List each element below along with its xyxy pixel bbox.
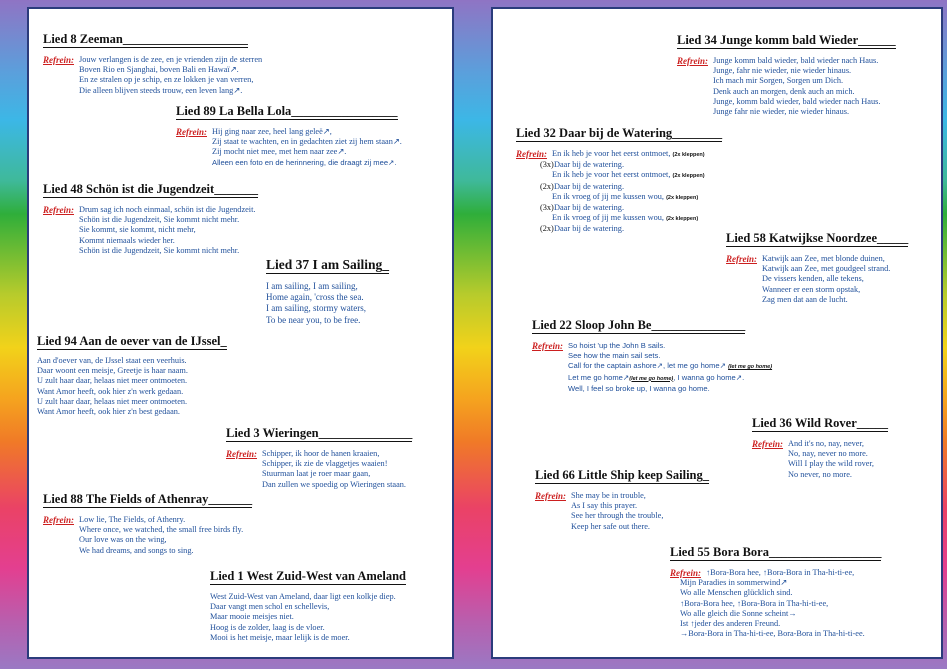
song-title: Lied 55 Bora Bora__________________ bbox=[670, 545, 882, 559]
lyric-line: Dan zullen we spoedig op Wieringen staan. bbox=[262, 479, 406, 489]
song-lied-58 bbox=[726, 229, 908, 305]
lyric-line: Let me go home↗(let me go home), I wanna go home↗. bbox=[568, 372, 745, 382]
repeat-marker: (2x) bbox=[540, 224, 554, 234]
lyric-line: Ist ↑jeder des anderen Freund. bbox=[680, 619, 781, 629]
refrain-label: Refrein: bbox=[532, 341, 563, 351]
lyric-line: Junge komm bald wieder, bald wieder nach Haus. bbox=[713, 56, 879, 65]
refrain-label: Refrein: bbox=[176, 127, 207, 137]
song-title: Lied 37 I am Sailing_ bbox=[266, 257, 390, 272]
song-lied-1 bbox=[210, 567, 410, 643]
clap-note: (2x kleppen) bbox=[666, 194, 699, 201]
song-title: Lied 66 Little Ship keep Sailing_ bbox=[535, 468, 709, 482]
refrain-label: Refrein: bbox=[226, 449, 257, 459]
song-lied-32 bbox=[516, 124, 722, 235]
song-title: Lied 22 Sloop John Be_______________ bbox=[532, 318, 746, 332]
refrain-label: Refrein: bbox=[670, 568, 701, 578]
clap-note: (2x kleppen) bbox=[666, 216, 699, 223]
lyric-line: Keep her safe out there. bbox=[571, 521, 651, 531]
lyric-line: Junge, komm bald wieder, bald wieder nach Haus. bbox=[713, 96, 881, 106]
lyric-line: See how the main sail sets. bbox=[568, 351, 661, 361]
refrain-label: Refrein: bbox=[43, 515, 74, 525]
lyric-line: Where once, we watched, the small free birds fly. bbox=[79, 525, 244, 535]
clap-note: (2x kleppen) bbox=[672, 152, 705, 158]
song-lied-66 bbox=[535, 466, 709, 532]
song-title: Lied 3 Wieringen_______________ bbox=[226, 426, 413, 440]
lyric-line: →Bora-Bora in Tha-hi-ti-ee, Bora-Bora in Tha-hi-ti-ee. bbox=[680, 629, 865, 639]
refrain-label: Refrein: bbox=[535, 491, 566, 501]
lyric-line: We had dreams, and songs to sing. bbox=[79, 545, 194, 555]
lyric-line: (2x)Daar bij de watering. bbox=[540, 224, 625, 234]
lyric-line: U zult haar daar, helaas niet meer ontmoeten. bbox=[37, 376, 188, 386]
lyric-line: Schipper, ik hoor de hanen kraaien, bbox=[262, 449, 380, 458]
song-title: Lied 94 Aan de oever van de IJssel_ bbox=[37, 334, 227, 348]
lyric-line: See her through the trouble, bbox=[571, 511, 664, 521]
lyric-line: Zij staat te wachten, en in gedachten ziet zij hem staan↗. bbox=[212, 137, 402, 147]
lyric-line: Sie kommt, sie kommt, nicht mehr, bbox=[79, 225, 196, 235]
lyric-line: En ik heb je voor het eerst ontmoet, (2x kleppen) bbox=[552, 149, 705, 158]
lyric-line: (3x)Daar bij de watering. bbox=[540, 160, 625, 170]
lyric-line: I am sailing, stormy waters, bbox=[266, 303, 366, 314]
refrain-label: Refrein: bbox=[677, 56, 708, 66]
lyric-line: Want Amor heeft, ook hier z'n werk gedaan. bbox=[37, 386, 184, 396]
lyric-line: En ik vroeg of jij me kussen wou, (2x kleppen) bbox=[552, 191, 699, 201]
lyric-line: Wo alle gleich die Sonne scheint→ bbox=[680, 608, 797, 618]
song-lied-48 bbox=[43, 180, 258, 256]
lyric-line: Mijn Paradies in sommerwind↗ bbox=[680, 578, 788, 588]
song-title: Lied 89 La Bella Lola_________________ bbox=[176, 104, 398, 118]
lyric-line: And it's no, nay, never, bbox=[788, 439, 864, 448]
lyric-line: Zij mocht niet mee, met hem naar zee↗. bbox=[212, 147, 347, 157]
lyric-line: (3x)Daar bij de watering. bbox=[540, 203, 625, 213]
lyric-line: Boven Rio en Sjanghai, boven Bali en Hawaï↗. bbox=[79, 65, 239, 75]
song-title: Lied 58 Katwijkse Noordzee_____ bbox=[726, 231, 909, 245]
lyric-line: Wanneer er een storm opstak, bbox=[762, 284, 861, 294]
lyric-line: Hij ging naar zee, heel lang geleë↗, bbox=[212, 127, 332, 136]
refrain-label: Refrein: bbox=[752, 439, 783, 449]
song-title: Lied 88 The Fields of Athenray_______ bbox=[43, 492, 253, 506]
song-lied-94 bbox=[37, 332, 227, 417]
lyric-line: Jouw verlangen is de zee, en je vrienden zijn de sterren bbox=[79, 55, 263, 64]
lyric-line: Aan d'oever van, de IJssel staat een veerhuis. bbox=[37, 356, 187, 365]
lyric-line: Wo alle Menschen glücklich sind. bbox=[680, 588, 793, 598]
refrain-label: Refrein: bbox=[43, 205, 74, 215]
lyric-line: Well, I feel so broke up, I wanna go home. bbox=[568, 383, 710, 393]
lyric-line: Drum sag ich noch einmaal, schön ist die Jugendzeit. bbox=[79, 205, 256, 214]
song-lied-36 bbox=[752, 414, 888, 480]
lyric-line: She may be in trouble, bbox=[571, 491, 646, 500]
lyric-line: To be near you, to be free. bbox=[266, 314, 361, 325]
refrain-label: Refrein: bbox=[43, 55, 74, 65]
song-lied-8 bbox=[43, 30, 262, 96]
lyric-line: No never, no more. bbox=[788, 469, 852, 479]
lyric-line: Ich mach mir Sorgen, Sorgen um Dich. bbox=[713, 76, 844, 86]
lyric-line: En ik vroeg of jij me kussen wou, (2x kleppen) bbox=[552, 213, 699, 223]
lyric-line: Stuurman laat je roer maar gaan, bbox=[262, 469, 371, 479]
repeat-marker: (3x) bbox=[540, 203, 554, 213]
echo-note: (let me go home) bbox=[629, 375, 674, 382]
clap-note: (2x kleppen) bbox=[672, 173, 705, 180]
lyric-line: Low lie, The Fields, of Athenry. bbox=[79, 515, 186, 524]
song-title: Lied 8 Zeeman____________________ bbox=[43, 32, 248, 46]
song-lied-55 bbox=[670, 543, 881, 639]
song-lied-88 bbox=[43, 490, 252, 556]
lyric-line: Die alleen blijven steeds trouw, een leven lang↗. bbox=[79, 85, 243, 95]
lyric-line: So hoist 'up the John B sails. bbox=[568, 341, 666, 350]
song-title: Lied 34 Junge komm bald Wieder______ bbox=[677, 33, 896, 47]
lyric-line: En ik heb je voor het eerst ontmoet, (2x kleppen) bbox=[552, 170, 705, 180]
lyric-line: As I say this prayer. bbox=[571, 501, 638, 511]
lyric-line: Alleen een foto en de herinnering, die draagt zij mee↗. bbox=[212, 157, 397, 167]
song-lied-3 bbox=[226, 424, 412, 490]
lyric-line: Schipper, ik zie de vlaggetjes waaien! bbox=[262, 459, 388, 469]
lyric-line: Katwijk aan Zee, met goudgeel strand. bbox=[762, 264, 891, 274]
lyric-line: Hoog is de zolder, laag is de vloer. bbox=[210, 622, 325, 632]
lyric-line: ↑Bora-Bora hee, ↑Bora-Bora in Tha-hi-ti-ee, bbox=[706, 568, 855, 577]
lyric-line: Junge, fahr nie wieder, nie wieder hinaus. bbox=[713, 66, 852, 76]
refrain-label: Refrein: bbox=[726, 254, 757, 264]
lyric-line: Home again, 'cross the sea. bbox=[266, 292, 364, 303]
song-lied-89 bbox=[176, 102, 402, 168]
lyric-line: En ze stralen op je schip, en ze lokken je van verren, bbox=[79, 75, 254, 85]
lyric-line: Katwijk aan Zee, met blonde duinen, bbox=[762, 254, 885, 263]
lyric-line: Schön ist die Jugendzeit, Sie kommt nicht mehr. bbox=[79, 245, 240, 255]
lyric-line: (2x)Daar bij de watering. bbox=[540, 181, 625, 191]
lyric-line: I am sailing, I am sailing, bbox=[266, 281, 358, 291]
repeat-marker: (2x) bbox=[540, 181, 554, 191]
song-lied-37 bbox=[266, 256, 389, 326]
song-title: Lied 36 Wild Rover_____ bbox=[752, 416, 889, 430]
song-title: Lied 1 West Zuid-West van Ameland bbox=[210, 569, 406, 583]
lyric-line: Daar vangt men schol en schellevis, bbox=[210, 602, 330, 612]
refrain-label: Refrein: bbox=[516, 149, 547, 159]
song-lied-22 bbox=[532, 316, 772, 394]
lyric-line: Mooi is het meisje, maar lelijk is de moer. bbox=[210, 632, 350, 642]
lyric-line: Will I play the wild rover, bbox=[788, 459, 874, 469]
echo-note: (let me go home) bbox=[728, 364, 773, 371]
lyric-line: Our love was on the wing, bbox=[79, 535, 167, 545]
lyric-line: Want Amor heeft, ook hier z'n best gedaan. bbox=[37, 407, 180, 417]
lyric-line: Zag men dat aan de lucht. bbox=[762, 294, 848, 304]
song-title: Lied 48 Schön ist die Jugendzeit_______ bbox=[43, 182, 258, 196]
repeat-marker: (3x) bbox=[540, 160, 554, 170]
lyric-line: U zult haar daar, helaas niet meer ontmoeten. bbox=[37, 396, 188, 406]
lyric-line: De vissers kenden, alle tekens, bbox=[762, 274, 864, 284]
lyric-line: Call for the captain ashore↗, let me go home↗ (let me go home) bbox=[568, 361, 773, 371]
lyric-line: Denk auch an morgen, denk auch an mich. bbox=[713, 86, 855, 96]
song-title: Lied 32 Daar bij de Watering________ bbox=[516, 126, 723, 140]
lyric-line: West Zuid-West van Ameland, daar ligt een kolkje diep. bbox=[210, 592, 396, 601]
lyric-line: ↑Bora-Bora hee, ↑Bora-Bora in Tha-hi-ti-ee, bbox=[680, 598, 829, 608]
lyric-line: Daar woont een meisje, Greetje is haar naam. bbox=[37, 366, 188, 376]
song-lied-34 bbox=[677, 31, 896, 117]
lyric-line: Maar mooie meisjes niet. bbox=[210, 612, 294, 622]
lyric-line: Junge fahr nie wieder, nie wieder hinaus. bbox=[713, 107, 850, 117]
lyric-line: No, nay, never no more. bbox=[788, 449, 868, 459]
lyric-line: Kommt niemaals wieder her. bbox=[79, 235, 175, 245]
lyric-line: Schön ist die Jugendzeit, Sie kommt nicht mehr. bbox=[79, 215, 240, 225]
